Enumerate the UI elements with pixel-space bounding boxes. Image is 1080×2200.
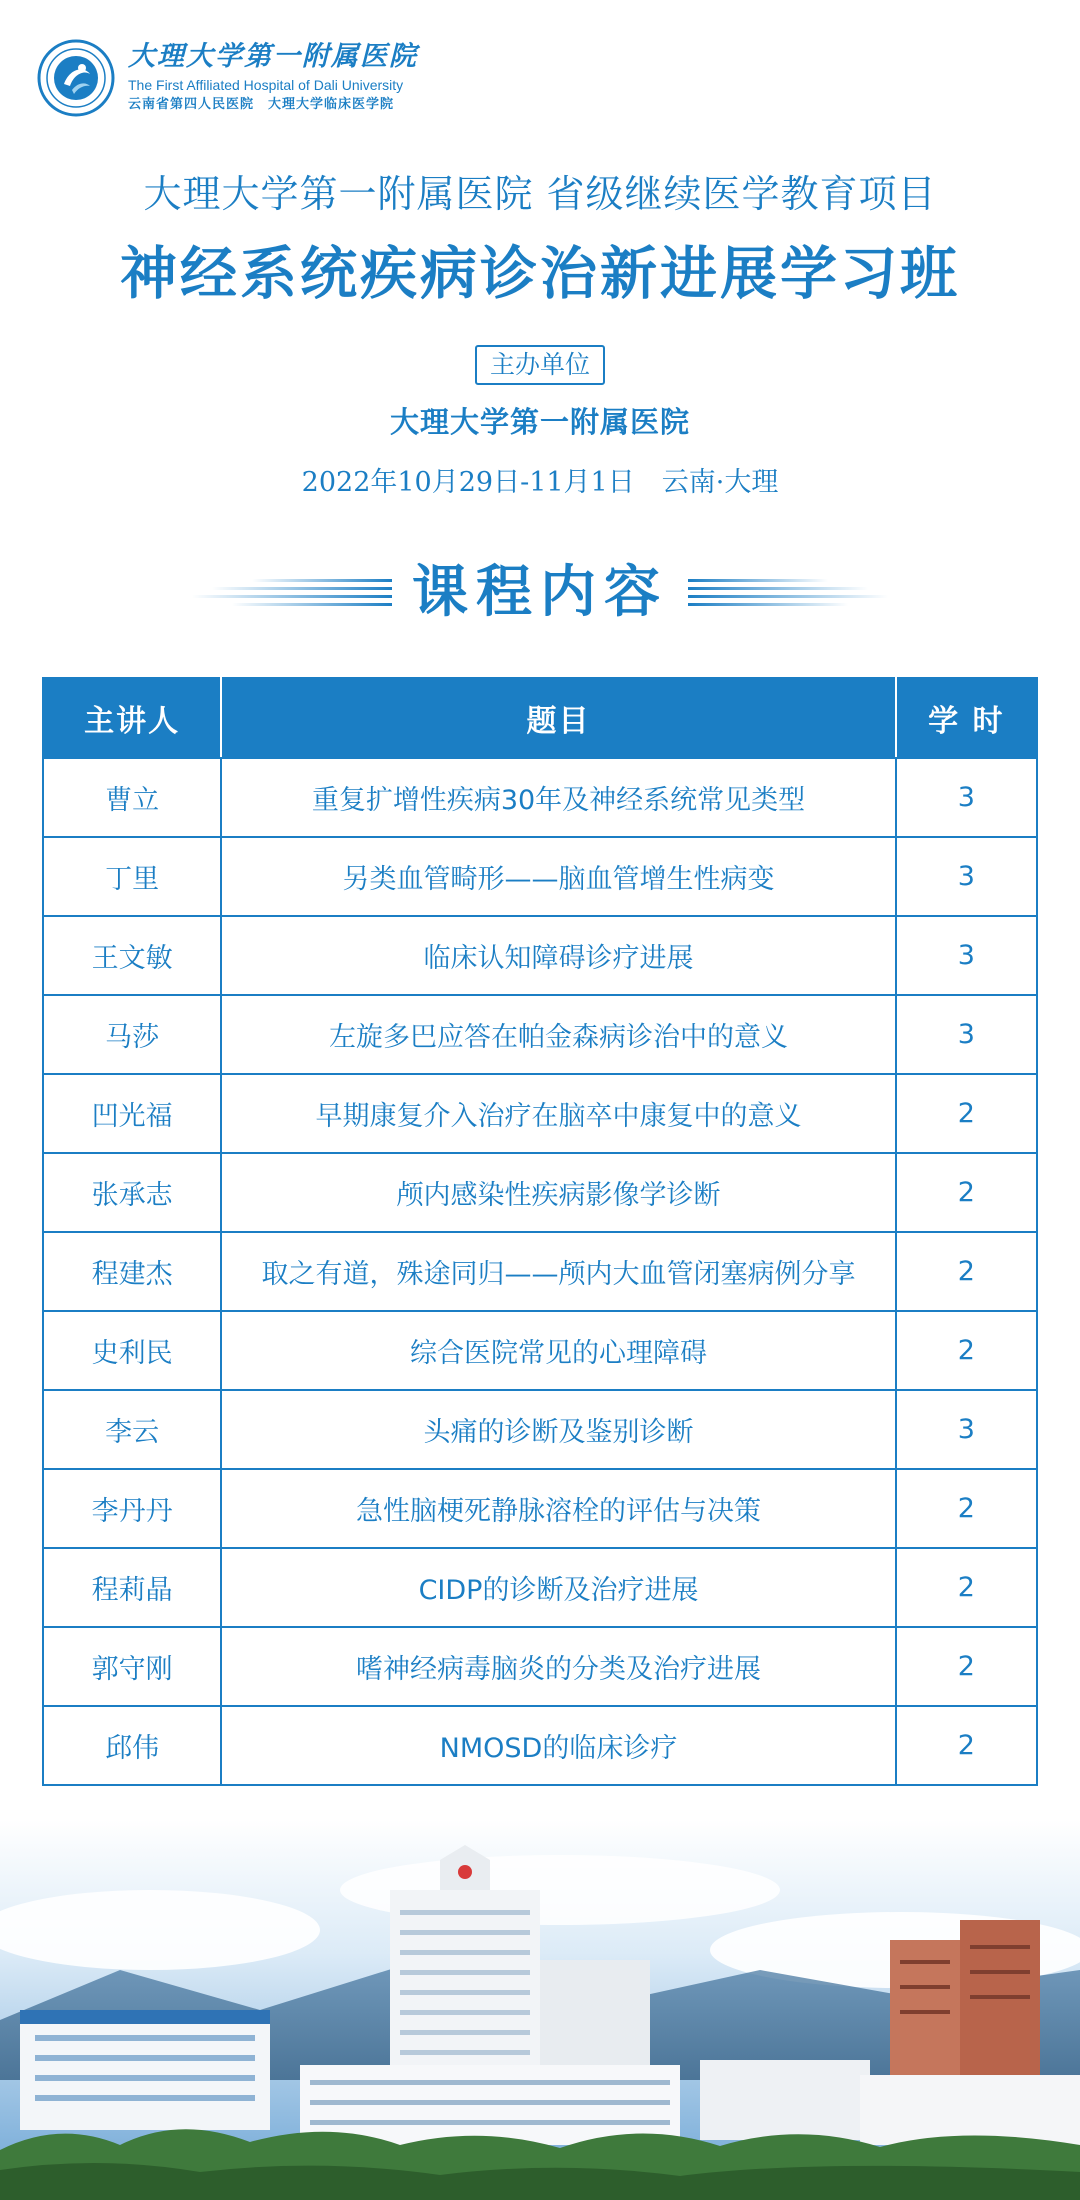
hours-cell: 2 bbox=[896, 1074, 1037, 1153]
topic-cell: 头痛的诊断及鉴别诊断 bbox=[221, 1390, 895, 1469]
hospital-emblem-icon bbox=[36, 38, 116, 118]
topic-cell: 取之有道，殊途同归——颅内大血管闭塞病例分享 bbox=[221, 1232, 895, 1311]
table-row bbox=[43, 758, 1037, 837]
topic-cell: 重复扩增性疾病30年及神经系统常见类型 bbox=[221, 758, 895, 837]
hours-cell: 3 bbox=[896, 1390, 1037, 1469]
topic-cell: 综合医院常见的心理障碍 bbox=[221, 1311, 895, 1390]
topic-cell: CIDP的诊断及治疗进展 bbox=[221, 1548, 895, 1627]
table-row bbox=[43, 837, 1037, 916]
topic-cell: 嗜神经病毒脑炎的分类及治疗进展 bbox=[221, 1627, 895, 1706]
organizer-name: 大理大学第一附属医院 bbox=[389, 405, 690, 439]
topic-cell: NMOSD的临床诊疗 bbox=[221, 1706, 895, 1785]
logo-chinese-name: 大理大学第一附属医院 bbox=[128, 41, 418, 72]
speaker-cell: 史利民 bbox=[43, 1311, 221, 1390]
topic-cell: 急性脑梗死静脉溶栓的评估与决策 bbox=[221, 1469, 895, 1548]
logo-affiliations: 云南省第四人民医院 大理大学临床医学院 bbox=[128, 97, 395, 112]
date-location: 2022年10月29日-11月1日 云南·大理 bbox=[301, 467, 779, 498]
hours-cell: 2 bbox=[896, 1311, 1037, 1390]
table-row bbox=[43, 1706, 1037, 1785]
hours-cell: 2 bbox=[896, 1153, 1037, 1232]
speaker-cell: 曹立 bbox=[43, 758, 221, 837]
table-row bbox=[43, 995, 1037, 1074]
hours-cell: 2 bbox=[896, 1548, 1037, 1627]
table-header-row bbox=[43, 678, 1037, 758]
hospital-logo bbox=[36, 38, 418, 118]
speaker-cell: 王文敏 bbox=[43, 916, 221, 995]
header-speaker: 主讲人 bbox=[43, 678, 221, 758]
speaker-cell: 程建杰 bbox=[43, 1232, 221, 1311]
organizer-badge: 主办单位 bbox=[475, 345, 605, 385]
table-row bbox=[43, 1548, 1037, 1627]
speaker-cell: 张承志 bbox=[43, 1153, 221, 1232]
topic-cell: 左旋多巴应答在帕金森病诊治中的意义 bbox=[221, 995, 895, 1074]
hours-cell: 3 bbox=[896, 916, 1037, 995]
speaker-cell: 丁里 bbox=[43, 837, 221, 916]
table-row bbox=[43, 916, 1037, 995]
speaker-cell: 马莎 bbox=[43, 995, 221, 1074]
speaker-cell: 邱伟 bbox=[43, 1706, 221, 1785]
table-row bbox=[43, 1232, 1037, 1311]
speaker-cell: 凹光福 bbox=[43, 1074, 221, 1153]
right-lines-decoration-icon bbox=[688, 573, 888, 613]
speaker-cell: 李丹丹 bbox=[43, 1469, 221, 1548]
topic-cell: 另类血管畸形——脑血管增生性病变 bbox=[221, 837, 895, 916]
hours-cell: 2 bbox=[896, 1232, 1037, 1311]
table-row bbox=[43, 1311, 1037, 1390]
section-heading bbox=[0, 553, 1080, 633]
hospital-campus-photo bbox=[0, 1820, 1080, 2200]
course-table bbox=[42, 677, 1038, 1786]
hours-cell: 2 bbox=[896, 1469, 1037, 1548]
table-row bbox=[43, 1390, 1037, 1469]
table-row bbox=[43, 1469, 1037, 1548]
speaker-cell: 程莉晶 bbox=[43, 1548, 221, 1627]
section-title: 课程内容 bbox=[412, 560, 668, 625]
speaker-cell: 李云 bbox=[43, 1390, 221, 1469]
speaker-cell: 郭守刚 bbox=[43, 1627, 221, 1706]
header-hours: 学 时 bbox=[896, 678, 1037, 758]
logo-english-name: The First Affiliated Hospital of Dali University bbox=[128, 77, 404, 93]
topic-cell: 早期康复介入治疗在脑卒中康复中的意义 bbox=[221, 1074, 895, 1153]
table-row bbox=[43, 1153, 1037, 1232]
topic-cell: 临床认知障碍诊疗进展 bbox=[221, 916, 895, 995]
table-row bbox=[43, 1627, 1037, 1706]
hours-cell: 3 bbox=[896, 837, 1037, 916]
left-lines-decoration-icon bbox=[192, 573, 392, 613]
hours-cell: 2 bbox=[896, 1627, 1037, 1706]
table-row bbox=[43, 1074, 1037, 1153]
project-subtitle: 大理大学第一附属医院 省级继续医学教育项目 bbox=[143, 172, 937, 216]
topic-cell: 颅内感染性疾病影像学诊断 bbox=[221, 1153, 895, 1232]
course-title: 神经系统疾病诊治新进展学习班 bbox=[120, 240, 960, 307]
hours-cell: 2 bbox=[896, 1706, 1037, 1785]
header-topic: 题目 bbox=[221, 678, 895, 758]
hours-cell: 3 bbox=[896, 758, 1037, 837]
hours-cell: 3 bbox=[896, 995, 1037, 1074]
